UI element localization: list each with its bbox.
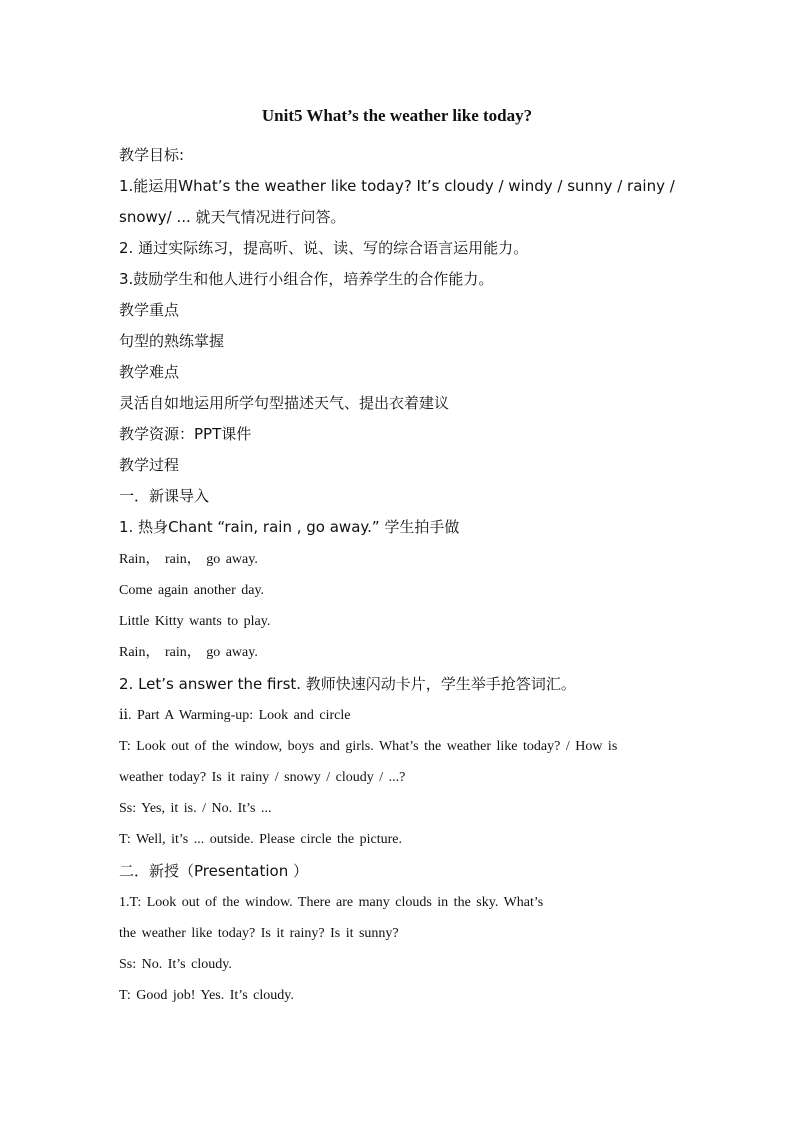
difficulties-text: 灵活自如地运用所学句型描述天气、提出衣着建议 — [119, 394, 450, 412]
difficulties-heading: 教学难点 — [119, 363, 180, 381]
presentation-students-1: Ss: No. It’s cloudy. — [119, 957, 232, 972]
objectives-heading: 教学目标: — [119, 146, 185, 164]
dialogue-teacher-2: T: Well, it’s ... outside. Please circle the picture. — [119, 832, 402, 847]
objective-1-line-2: snowy/ ... 就天气情况进行问答。 — [119, 208, 346, 226]
dialogue-teacher-1b: weather today? Is it rainy / snowy / cloudy / ...? — [119, 770, 406, 785]
section-lead-in-heading: 一．新课导入 — [119, 487, 210, 505]
chant-line-3: Little Kitty wants to play. — [119, 614, 271, 629]
chant-line-2: Come again another day. — [119, 583, 265, 598]
objective-1-line-1: 1.能运用What’s the weather like today? It’s cloudy / windy / sunny / rainy / — [119, 177, 675, 195]
warm-up-chant-line: 1. 热身Chant “rain, rain , go away.” 学生拍手做 — [119, 518, 460, 536]
objective-2: 2. 通过实际练习，提高听、说、读、写的综合语言运用能力。 — [119, 239, 529, 257]
document-title: Unit5 What’s the weather like today? — [261, 106, 533, 125]
key-points-text: 句型的熟练掌握 — [119, 332, 225, 350]
chant-line-4: Rain， rain， go away. — [119, 645, 258, 660]
objective-3: 3.鼓励学生和他人进行小组合作，培养学生的合作能力。 — [119, 270, 494, 288]
part-a-heading: ⅱ. Part A Warming-up: Look and circle — [119, 708, 351, 723]
chant-line-1: Rain， rain， go away. — [119, 552, 258, 567]
presentation-teacher-1a: 1.T: Look out of the window. There are many clouds in the sky. What’s — [119, 895, 544, 910]
answer-cards-line: 2. Let’s answer the first. 教师快速闪动卡片，学生举手抢答词汇。 — [119, 675, 576, 693]
process-heading: 教学过程 — [119, 456, 180, 474]
dialogue-students-1: Ss: Yes, it is. / No. It’s ... — [119, 801, 272, 816]
resources-line: 教学资源：PPT课件 — [119, 425, 252, 443]
dialogue-teacher-1a: T: Look out of the window, boys and girls. What’s the weather like today? / How is — [119, 739, 618, 754]
key-points-heading: 教学重点 — [119, 301, 180, 319]
section-presentation-heading: 二．新授（Presentation ） — [119, 862, 308, 880]
presentation-teacher-2: T: Good job! Yes. It’s cloudy. — [119, 988, 294, 1003]
presentation-teacher-1b: the weather like today? Is it rainy? Is it sunny? — [119, 926, 399, 941]
